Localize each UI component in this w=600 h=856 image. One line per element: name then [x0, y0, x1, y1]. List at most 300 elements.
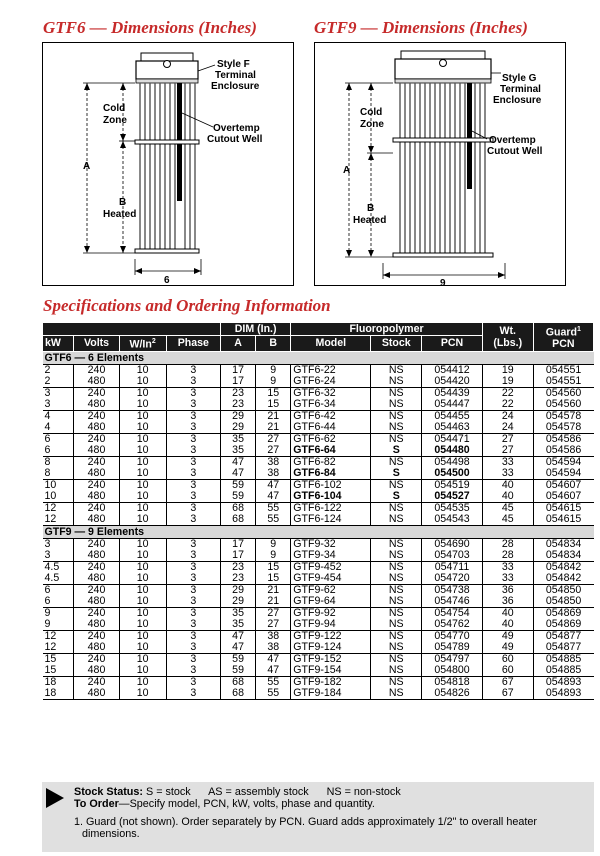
gtf9-heated-label: Heated — [353, 215, 387, 226]
gtf6-dim-b-label: B — [119, 197, 127, 208]
table-row — [43, 364, 594, 376]
cell-phase: 3 — [166, 665, 220, 677]
cell-kw: 3 — [44, 386, 51, 399]
cell-volts: 480 — [74, 596, 119, 608]
cell-pcn: 054519 — [422, 479, 483, 491]
cell-dim-b: 21 — [256, 596, 291, 608]
cell-guard-pcn: 054877 — [533, 642, 593, 654]
cell-dim-b: 9 — [256, 550, 291, 562]
cell-pcn: 054762 — [422, 619, 483, 631]
cell-volts: 240 — [74, 456, 119, 468]
cell-kw: 12 — [44, 501, 57, 514]
table-row — [43, 433, 594, 445]
cell-pcn: 054789 — [422, 642, 483, 654]
gtf6-heated-label: Heated — [103, 209, 137, 220]
cell-stock: NS — [371, 387, 422, 399]
cell-wpi: 10 — [119, 410, 166, 422]
cell-model: GTF6-42 — [291, 410, 371, 422]
cell-dim-a: 59 — [221, 491, 256, 503]
cell-stock: NS — [371, 665, 422, 677]
cell-dim-b: 21 — [256, 410, 291, 422]
cell-pcn: 054480 — [422, 445, 483, 457]
cell-model: GTF6-104 — [291, 491, 371, 503]
cell-kw: 9 — [44, 606, 51, 619]
cell-volts: 480 — [74, 399, 119, 411]
cell-dim-a: 68 — [221, 502, 256, 514]
cell-wpi: 10 — [119, 387, 166, 399]
cell-weight: 22 — [482, 399, 533, 411]
cell-kw: 6 — [44, 432, 51, 445]
cell-volts: 240 — [74, 410, 119, 422]
cell-weight: 28 — [482, 550, 533, 562]
cell-pcn: 054455 — [422, 410, 483, 422]
cell-wpi: 10 — [119, 538, 166, 550]
cell-stock: NS — [371, 630, 422, 642]
gtf9-overtemp-well — [467, 83, 472, 189]
cell-dim-a: 59 — [221, 479, 256, 491]
cell-phase: 3 — [166, 561, 220, 573]
cell-model: GTF6-22 — [291, 364, 371, 376]
cell-kw: 4.5 — [44, 560, 60, 573]
cell-dim-a: 23 — [221, 573, 256, 585]
cell-phase: 3 — [166, 399, 220, 411]
volts-header: Volts — [74, 336, 119, 352]
cell-weight: 40 — [482, 607, 533, 619]
gtf6-enclosure-cap — [141, 53, 193, 61]
cell-model: GTF6-84 — [291, 468, 371, 480]
cell-guard-pcn: 054607 — [533, 491, 593, 503]
cell-volts: 480 — [74, 688, 119, 700]
cell-volts: 240 — [74, 653, 119, 665]
gtf6-width-label: 6 — [164, 275, 170, 286]
cell-stock: NS — [371, 653, 422, 665]
cell-weight: 19 — [482, 376, 533, 388]
cell-guard-pcn: 054850 — [533, 596, 593, 608]
cell-dim-b: 27 — [256, 433, 291, 445]
cell-phase: 3 — [166, 688, 220, 700]
cell-dim-b: 55 — [256, 514, 291, 526]
cell-volts: 240 — [74, 538, 119, 550]
cell-model: GTF9-182 — [291, 676, 371, 688]
cell-model: GTF9-452 — [291, 561, 371, 573]
cell-model: GTF9-92 — [291, 607, 371, 619]
cell-kw: 6 — [43, 445, 74, 457]
cell-stock: NS — [371, 561, 422, 573]
cell-kw: 3 — [44, 537, 51, 550]
cell-dim-a: 68 — [221, 688, 256, 700]
cell-guard-pcn: 054850 — [533, 584, 593, 596]
cell-stock: NS — [371, 573, 422, 585]
cell-pcn: 054498 — [422, 456, 483, 468]
cell-wpi: 10 — [119, 688, 166, 700]
pcn-header: PCN — [422, 336, 483, 352]
table-row — [43, 514, 594, 526]
cell-guard-pcn: 054869 — [533, 619, 593, 631]
cell-model: GTF9-152 — [291, 653, 371, 665]
fluoropolymer-header: Fluoropolymer — [291, 323, 483, 336]
cell-guard-pcn: 054885 — [533, 665, 593, 677]
cell-phase: 3 — [166, 410, 220, 422]
cell-wpi: 10 — [119, 653, 166, 665]
cell-guard-pcn: 054578 — [533, 422, 593, 434]
cell-dim-b: 38 — [256, 456, 291, 468]
guard-header: Guard$^1$ PCN — [533, 323, 593, 352]
cell-dim-b: 38 — [256, 642, 291, 654]
table-row — [43, 642, 594, 654]
cell-kw: 12 — [44, 629, 57, 642]
cell-volts: 480 — [74, 665, 119, 677]
cell-phase: 3 — [166, 387, 220, 399]
cell-dim-b: 15 — [256, 387, 291, 399]
cell-model: GTF9-34 — [291, 550, 371, 562]
table-row — [43, 538, 594, 550]
cell-volts: 240 — [74, 676, 119, 688]
cell-phase: 3 — [166, 422, 220, 434]
wpi-header: W/In$^2$ — [119, 336, 166, 352]
cell-kw: 15 — [43, 665, 74, 677]
header-row-1 — [43, 323, 594, 336]
cell-guard-pcn: 054893 — [533, 688, 593, 700]
cell-dim-a: 68 — [221, 676, 256, 688]
cell-pcn: 054527 — [422, 491, 483, 503]
guard-footnote: 1. Guard (not shown). Order separately by PCN. Guard adds approximately 1/2" to overall heater dimensions. — [74, 816, 537, 840]
cell-volts: 240 — [74, 502, 119, 514]
cell-dim-b: 27 — [256, 445, 291, 457]
cell-phase: 3 — [166, 676, 220, 688]
cell-wpi: 10 — [119, 491, 166, 503]
cell-volts: 480 — [74, 619, 119, 631]
cell-guard-pcn: 054586 — [533, 445, 593, 457]
cell-phase: 3 — [166, 596, 220, 608]
cell-model: GTF6-102 — [291, 479, 371, 491]
cell-model: GTF9-454 — [291, 573, 371, 585]
cell-weight: 40 — [482, 479, 533, 491]
cell-dim-a: 29 — [221, 422, 256, 434]
cell-dim-a: 68 — [221, 514, 256, 526]
cell-weight: 40 — [482, 619, 533, 631]
cell-wpi: 10 — [119, 596, 166, 608]
cell-dim-b: 9 — [256, 364, 291, 376]
cell-dim-b: 27 — [256, 619, 291, 631]
table-row — [43, 584, 594, 596]
cell-guard-pcn: 054551 — [533, 376, 593, 388]
cell-weight: 33 — [482, 468, 533, 480]
cell-dim-b: 9 — [256, 538, 291, 550]
cell-pcn: 054746 — [422, 596, 483, 608]
cell-volts: 480 — [74, 573, 119, 585]
gtf9-cold-zone-line1: Cold — [360, 107, 383, 118]
cell-stock: NS — [371, 607, 422, 619]
cell-weight: 33 — [482, 456, 533, 468]
table-row — [43, 619, 594, 631]
cell-pcn: 054818 — [422, 676, 483, 688]
cell-model: GTF6-122 — [291, 502, 371, 514]
cell-pcn: 054463 — [422, 422, 483, 434]
cell-dim-a: 17 — [221, 376, 256, 388]
cell-volts: 480 — [74, 468, 119, 480]
cell-wpi: 10 — [119, 514, 166, 526]
cell-stock: NS — [371, 433, 422, 445]
cell-dim-a: 29 — [221, 584, 256, 596]
cell-model: GTF9-32 — [291, 538, 371, 550]
cell-dim-a: 47 — [221, 468, 256, 480]
cell-guard-pcn: 054877 — [533, 630, 593, 642]
gtf6-heating-elements — [140, 83, 195, 251]
cell-dim-b: 47 — [256, 653, 291, 665]
gtf6-enclosure-line3: Enclosure — [211, 81, 260, 92]
a-header: A — [221, 336, 256, 352]
cell-volts: 480 — [74, 550, 119, 562]
cell-guard-pcn: 054594 — [533, 468, 593, 480]
cell-guard-pcn: 054615 — [533, 514, 593, 526]
cell-phase: 3 — [166, 584, 220, 596]
cell-pcn: 054711 — [422, 561, 483, 573]
gtf9-enclosure-line3: Enclosure — [493, 95, 542, 106]
cell-phase: 3 — [166, 573, 220, 585]
gtf6-cold-zone-line1: Cold — [103, 103, 126, 114]
cell-weight: 49 — [482, 642, 533, 654]
cell-kw: 2 — [43, 376, 74, 388]
cell-model: GTF6-64 — [291, 445, 371, 457]
cell-stock: NS — [371, 364, 422, 376]
table-row — [43, 607, 594, 619]
cell-dim-b: 15 — [256, 573, 291, 585]
cell-kw: 18 — [43, 688, 74, 700]
cell-kw: 6 — [43, 596, 74, 608]
cell-stock: NS — [371, 422, 422, 434]
cell-wpi: 10 — [119, 550, 166, 562]
table-row — [43, 653, 594, 665]
stock-status-text: S = stock AS = assembly stock NS = non-stock — [143, 786, 401, 798]
to-order-label: To Order — [74, 798, 119, 810]
cell-wpi: 10 — [119, 607, 166, 619]
cell-model: GTF9-184 — [291, 688, 371, 700]
cell-kw: 3 — [43, 550, 74, 562]
cell-model: GTF6-82 — [291, 456, 371, 468]
cell-wpi: 10 — [119, 573, 166, 585]
cell-dim-b: 47 — [256, 479, 291, 491]
cell-weight: 36 — [482, 596, 533, 608]
ordering-notes — [42, 782, 594, 852]
cell-dim-a: 47 — [221, 642, 256, 654]
cell-weight: 24 — [482, 422, 533, 434]
cell-dim-b: 55 — [256, 502, 291, 514]
cell-dim-a: 17 — [221, 364, 256, 376]
cell-wpi: 10 — [119, 561, 166, 573]
cell-model: GTF9-154 — [291, 665, 371, 677]
cell-weight: 45 — [482, 514, 533, 526]
cell-phase: 3 — [166, 364, 220, 376]
arrow-right-icon — [46, 788, 64, 808]
cell-stock: NS — [371, 410, 422, 422]
cell-pcn: 054738 — [422, 584, 483, 596]
cell-volts: 240 — [74, 479, 119, 491]
table-row — [43, 573, 594, 585]
cell-wpi: 10 — [119, 642, 166, 654]
cell-pcn: 054690 — [422, 538, 483, 550]
cell-phase: 3 — [166, 376, 220, 388]
cell-guard-pcn: 054893 — [533, 676, 593, 688]
cell-kw: 10 — [43, 491, 74, 503]
cell-phase: 3 — [166, 550, 220, 562]
cell-kw: 4.5 — [43, 573, 74, 585]
cell-wpi: 10 — [119, 584, 166, 596]
cell-wpi: 10 — [119, 468, 166, 480]
cell-pcn: 054797 — [422, 653, 483, 665]
cell-pcn: 054412 — [422, 364, 483, 376]
gtf9-heating-elements — [400, 83, 485, 255]
cell-kw: 10 — [44, 478, 57, 491]
cell-pcn: 054420 — [422, 376, 483, 388]
cell-kw: 9 — [43, 619, 74, 631]
cell-dim-a: 23 — [221, 399, 256, 411]
cell-phase: 3 — [166, 607, 220, 619]
cell-volts: 480 — [74, 491, 119, 503]
cell-volts: 240 — [74, 387, 119, 399]
table-row — [43, 479, 594, 491]
b-header: B — [256, 336, 291, 352]
cell-dim-a: 17 — [221, 538, 256, 550]
table-row — [43, 456, 594, 468]
cell-guard-pcn: 054842 — [533, 561, 593, 573]
kw-header: kW — [43, 336, 74, 352]
cell-volts: 480 — [74, 445, 119, 457]
cell-pcn: 054800 — [422, 665, 483, 677]
table-row — [43, 399, 594, 411]
cell-dim-b: 21 — [256, 422, 291, 434]
table-row — [43, 387, 594, 399]
cell-dim-a: 47 — [221, 456, 256, 468]
cell-kw: 4 — [44, 409, 51, 422]
cell-dim-a: 59 — [221, 665, 256, 677]
cell-weight: 67 — [482, 676, 533, 688]
table-row — [43, 596, 594, 608]
cell-phase: 3 — [166, 502, 220, 514]
cell-stock: S — [371, 468, 422, 480]
cell-volts: 480 — [74, 422, 119, 434]
cell-pcn: 054826 — [422, 688, 483, 700]
table-row — [43, 491, 594, 503]
table-row — [43, 410, 594, 422]
cell-weight: 67 — [482, 688, 533, 700]
cell-guard-pcn: 054594 — [533, 456, 593, 468]
cell-wpi: 10 — [119, 433, 166, 445]
gtf9-dim-b-label: B — [367, 203, 375, 214]
cell-kw: 2 — [44, 363, 51, 376]
cell-model: GTF9-124 — [291, 642, 371, 654]
cell-dim-b: 15 — [256, 399, 291, 411]
cell-phase: 3 — [166, 514, 220, 526]
cell-weight: 33 — [482, 561, 533, 573]
gtf9-diagram-title: GTF9 — Dimensions (Inches) — [314, 18, 528, 37]
cell-dim-a: 47 — [221, 630, 256, 642]
cell-stock: NS — [371, 550, 422, 562]
cell-dim-a: 35 — [221, 607, 256, 619]
table-row — [43, 468, 594, 480]
cell-phase: 3 — [166, 433, 220, 445]
cell-kw: 12 — [43, 642, 74, 654]
gtf6-enclosure-line2: Terminal — [215, 70, 256, 81]
cell-volts: 240 — [74, 584, 119, 596]
table-row — [43, 445, 594, 457]
cell-pcn: 054720 — [422, 573, 483, 585]
cell-guard-pcn: 054834 — [533, 538, 593, 550]
cell-weight: 24 — [482, 410, 533, 422]
cell-model: GTF6-62 — [291, 433, 371, 445]
cell-weight: 60 — [482, 653, 533, 665]
cell-pcn: 054754 — [422, 607, 483, 619]
cell-stock: NS — [371, 619, 422, 631]
cell-phase: 3 — [166, 445, 220, 457]
cell-model: GTF6-24 — [291, 376, 371, 388]
cell-volts: 480 — [74, 376, 119, 388]
cell-weight: 45 — [482, 502, 533, 514]
cell-stock: NS — [371, 596, 422, 608]
cell-kw: 8 — [44, 455, 51, 468]
cell-dim-b: 21 — [256, 584, 291, 596]
table-row — [43, 561, 594, 573]
gtf6-overtemp-line1: Overtemp — [213, 123, 260, 134]
cell-volts: 480 — [74, 642, 119, 654]
gtf9-overtemp-line1: Overtemp — [489, 135, 536, 146]
cell-stock: NS — [371, 584, 422, 596]
gtf9-enclosure-line1: Style G — [502, 73, 537, 84]
cell-stock: NS — [371, 642, 422, 654]
cell-wpi: 10 — [119, 456, 166, 468]
cell-model: GTF6-44 — [291, 422, 371, 434]
cell-pcn: 054500 — [422, 468, 483, 480]
table-row — [43, 422, 594, 434]
cell-phase: 3 — [166, 538, 220, 550]
cell-guard-pcn: 054607 — [533, 479, 593, 491]
gtf6-overtemp-line2: Cutout Well — [207, 134, 263, 145]
cell-dim-a: 35 — [221, 433, 256, 445]
cell-wpi: 10 — [119, 502, 166, 514]
cell-wpi: 10 — [119, 665, 166, 677]
cell-dim-b: 27 — [256, 607, 291, 619]
gtf9-heater-drawing — [315, 43, 567, 287]
cell-guard-pcn: 054578 — [533, 410, 593, 422]
table-row — [43, 502, 594, 514]
stock-status-label: Stock Status: — [74, 786, 143, 798]
gtf6-diagram-title: GTF6 — Dimensions (Inches) — [43, 18, 257, 37]
cell-dim-b: 47 — [256, 491, 291, 503]
cell-kw: 15 — [44, 652, 57, 665]
gtf6-heater-drawing — [43, 43, 295, 287]
cell-wpi: 10 — [119, 479, 166, 491]
cell-volts: 240 — [74, 433, 119, 445]
cell-weight: 49 — [482, 630, 533, 642]
cell-guard-pcn: 054560 — [533, 387, 593, 399]
cell-pcn: 054770 — [422, 630, 483, 642]
phase-header: Phase — [166, 336, 220, 352]
cell-kw: 6 — [44, 583, 51, 596]
cell-dim-b: 55 — [256, 688, 291, 700]
cell-stock: NS — [371, 456, 422, 468]
gtf9-dim-a-label: A — [343, 165, 351, 176]
table-row — [43, 550, 594, 562]
cell-weight: 22 — [482, 387, 533, 399]
section-header — [43, 525, 594, 538]
cell-dim-a: 35 — [221, 619, 256, 631]
table-row — [43, 688, 594, 700]
cell-phase: 3 — [166, 468, 220, 480]
cell-phase: 3 — [166, 479, 220, 491]
gtf6-dim-a-label: A — [83, 161, 91, 172]
cell-model: GTF6-34 — [291, 399, 371, 411]
table-row — [43, 630, 594, 642]
cell-dim-a: 17 — [221, 550, 256, 562]
